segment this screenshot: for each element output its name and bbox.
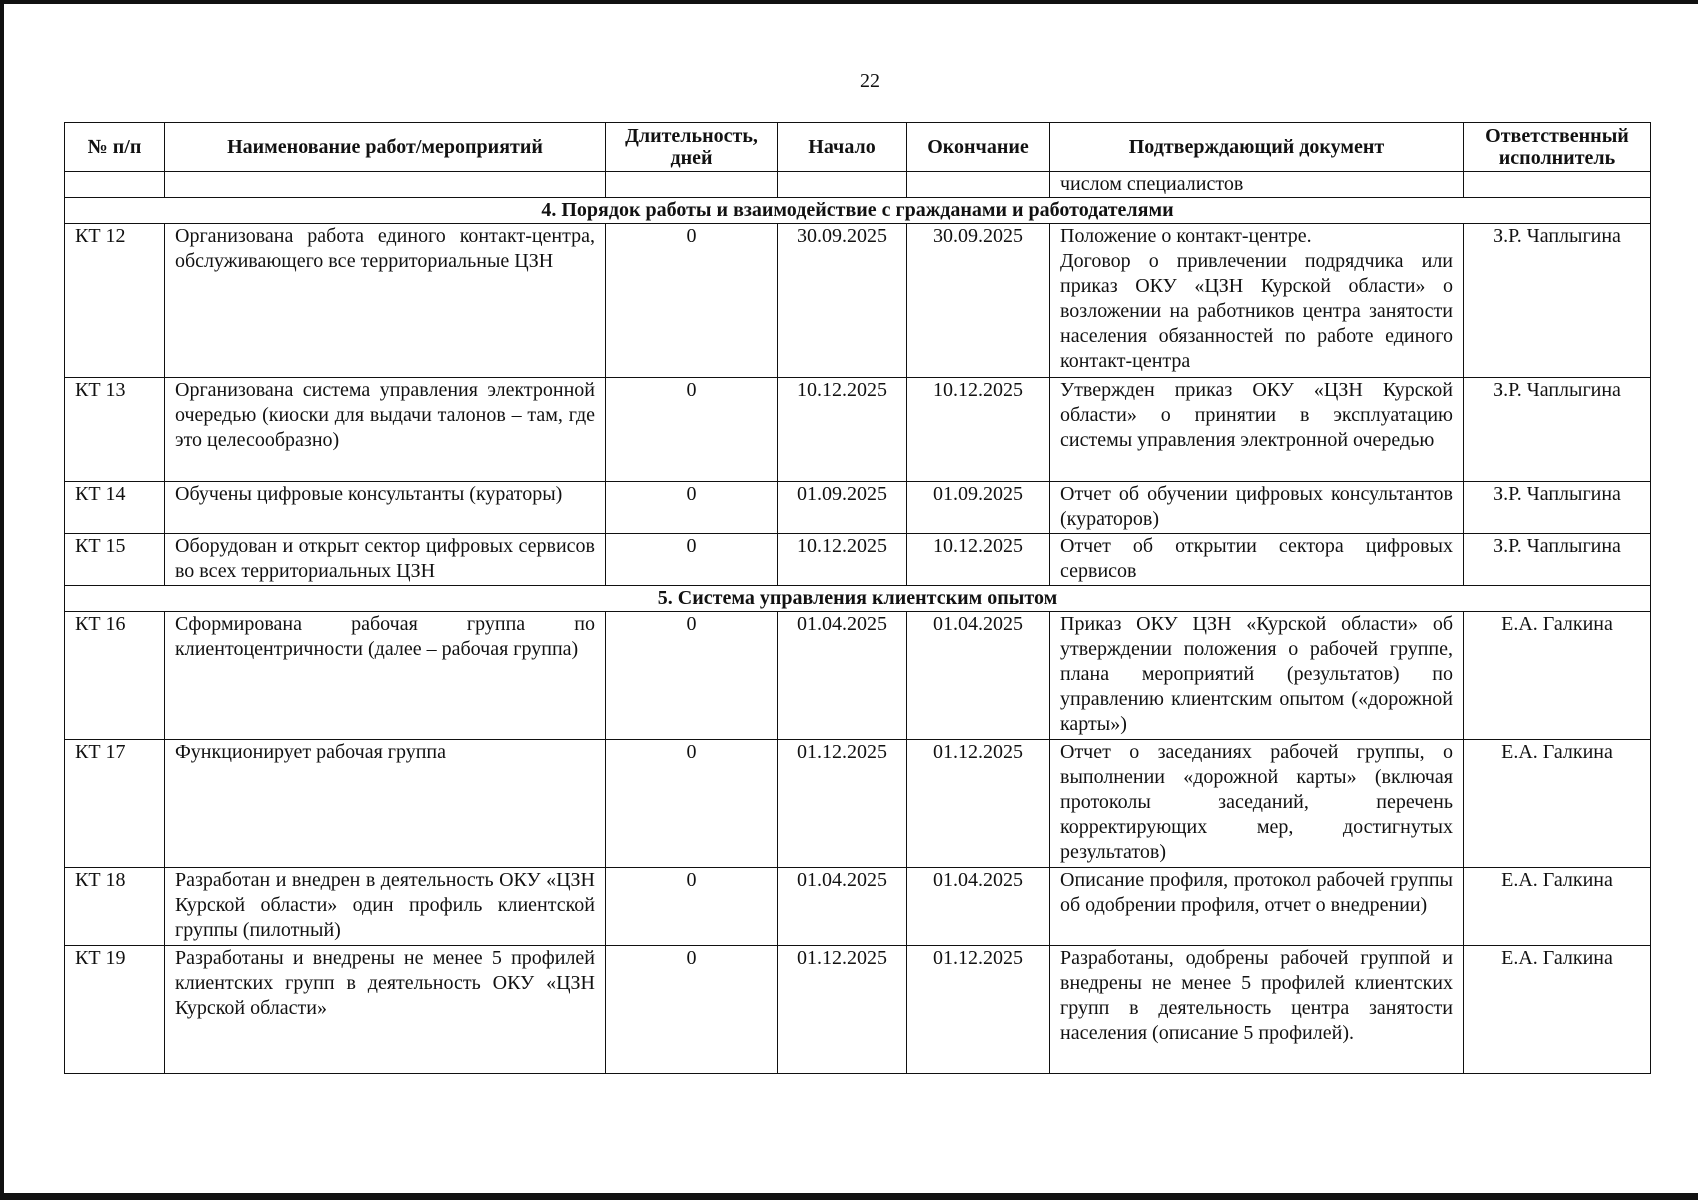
row-document: Описание профиля, протокол рабочей группы об одобрении профиля, отчет о внедрении) xyxy=(1050,868,1464,946)
row-task-name: Сформирована рабочая группа по клиентоцентричности (далее – рабочая группа) xyxy=(165,612,606,740)
row-responsible: Е.А. Галкина xyxy=(1464,946,1651,1074)
row-responsible: З.Р. Чаплыгина xyxy=(1464,378,1651,482)
row-responsible: З.Р. Чаплыгина xyxy=(1464,224,1651,378)
row-end-date: 01.09.2025 xyxy=(907,482,1050,534)
col-header-end: Окончание xyxy=(907,123,1050,172)
row-task-name: Функционирует рабочая группа xyxy=(165,740,606,868)
row-duration: 0 xyxy=(606,868,778,946)
row-number: КТ 13 xyxy=(65,378,165,482)
table-row xyxy=(65,740,1651,868)
row-end-date: 01.04.2025 xyxy=(907,868,1050,946)
row-start-date: 10.12.2025 xyxy=(778,534,907,586)
table-row xyxy=(65,612,1651,740)
row-number: КТ 15 xyxy=(65,534,165,586)
work-plan-table xyxy=(64,122,1651,1074)
row-start-date: 01.04.2025 xyxy=(778,612,907,740)
row-duration: 0 xyxy=(606,224,778,378)
row-duration: 0 xyxy=(606,946,778,1074)
table-row xyxy=(65,946,1651,1074)
row-task-name: Обучены цифровые консультанты (кураторы) xyxy=(165,482,606,534)
col-header-name: Наименование работ/мероприятий xyxy=(165,123,606,172)
row-task-name: Организована система управления электронной очередью (киоски для выдачи талонов – там, где это целесообразно) xyxy=(165,378,606,482)
row-number: КТ 12 xyxy=(65,224,165,378)
row-responsible: Е.А. Галкина xyxy=(1464,740,1651,868)
row-responsible: З.Р. Чаплыгина xyxy=(1464,482,1651,534)
row-document: Отчет об открытии сектора цифровых сервисов xyxy=(1050,534,1464,586)
row-start-date: 01.12.2025 xyxy=(778,946,907,1074)
row-end-date: 01.04.2025 xyxy=(907,612,1050,740)
section-title: 5. Система управления клиентским опытом xyxy=(65,586,1651,612)
row-start-date: 01.09.2025 xyxy=(778,482,907,534)
section-title: 4. Порядок работы и взаимодействие с гражданами и работодателями xyxy=(65,198,1651,224)
col-header-duration: Длительность, дней xyxy=(606,123,778,172)
row-duration: 0 xyxy=(606,740,778,868)
row-duration: 0 xyxy=(606,482,778,534)
row-document: Утвержден приказ ОКУ «ЦЗН Курской области» о принятии в эксплуатацию системы управления электронной очередью xyxy=(1050,378,1464,482)
continuation-doc: числом специалистов xyxy=(1050,172,1464,198)
row-number: КТ 18 xyxy=(65,868,165,946)
row-end-date: 01.12.2025 xyxy=(907,946,1050,1074)
row-number: КТ 19 xyxy=(65,946,165,1074)
row-end-date: 10.12.2025 xyxy=(907,534,1050,586)
row-end-date: 30.09.2025 xyxy=(907,224,1050,378)
row-end-date: 01.12.2025 xyxy=(907,740,1050,868)
row-task-name: Разработаны и внедрены не менее 5 профилей клиентских групп в деятельность ОКУ «ЦЗН Курской области» xyxy=(165,946,606,1074)
continuation-row xyxy=(65,172,1651,198)
row-duration: 0 xyxy=(606,612,778,740)
row-responsible: Е.А. Галкина xyxy=(1464,612,1651,740)
header-row xyxy=(65,123,1651,172)
table-row xyxy=(65,224,1651,378)
row-document: Приказ ОКУ ЦЗН «Курской области» об утверждении положения о рабочей группе, плана мероприятий (результатов) по управлению клиентским опытом («дорожной карты») xyxy=(1050,612,1464,740)
row-start-date: 01.04.2025 xyxy=(778,868,907,946)
row-start-date: 01.12.2025 xyxy=(778,740,907,868)
table-row xyxy=(65,534,1651,586)
scan-edge-top xyxy=(0,0,1698,4)
scan-edge-bottom xyxy=(0,1193,1698,1200)
row-task-name: Оборудован и открыт сектор цифровых сервисов во всех территориальных ЦЗН xyxy=(165,534,606,586)
row-duration: 0 xyxy=(606,378,778,482)
col-header-document: Подтверждающий документ xyxy=(1050,123,1464,172)
row-document: Положение о контакт-центре. Договор о привлечении подрядчика или приказ ОКУ «ЦЗН Курской области» о возложении на работников центра занятости населения обязанностей по работе единого контакт-центра xyxy=(1050,224,1464,378)
section-title-row xyxy=(65,198,1651,224)
row-number: КТ 14 xyxy=(65,482,165,534)
row-document: Отчет об обучении цифровых консультантов (кураторов) xyxy=(1050,482,1464,534)
page-number: 22 xyxy=(860,70,880,92)
row-number: КТ 16 xyxy=(65,612,165,740)
section-title-row xyxy=(65,586,1651,612)
row-number: КТ 17 xyxy=(65,740,165,868)
scan-edge-left xyxy=(0,0,4,1200)
row-start-date: 30.09.2025 xyxy=(778,224,907,378)
table-row xyxy=(65,868,1651,946)
col-header-number: № п/п xyxy=(65,123,165,172)
row-document: Разработаны, одобрены рабочей группой и внедрены не менее 5 профилей клиентских групп в деятельность центра занятости населения (описание 5 профилей). xyxy=(1050,946,1464,1074)
col-header-responsible: Ответственный исполнитель xyxy=(1464,123,1651,172)
row-responsible: Е.А. Галкина xyxy=(1464,868,1651,946)
col-header-start: Начало xyxy=(778,123,907,172)
row-start-date: 10.12.2025 xyxy=(778,378,907,482)
row-task-name: Организована работа единого контакт-центра, обслуживающего все территориальные ЦЗН xyxy=(165,224,606,378)
row-duration: 0 xyxy=(606,534,778,586)
row-end-date: 10.12.2025 xyxy=(907,378,1050,482)
row-task-name: Разработан и внедрен в деятельность ОКУ «ЦЗН Курской области» один профиль клиентской группы (пилотный) xyxy=(165,868,606,946)
row-responsible: З.Р. Чаплыгина xyxy=(1464,534,1651,586)
row-document: Отчет о заседаниях рабочей группы, о выполнении «дорожной карты» (включая протоколы заседаний, перечень корректирующих мер, достигнутых результатов) xyxy=(1050,740,1464,868)
table-row xyxy=(65,378,1651,482)
table-row xyxy=(65,482,1651,534)
